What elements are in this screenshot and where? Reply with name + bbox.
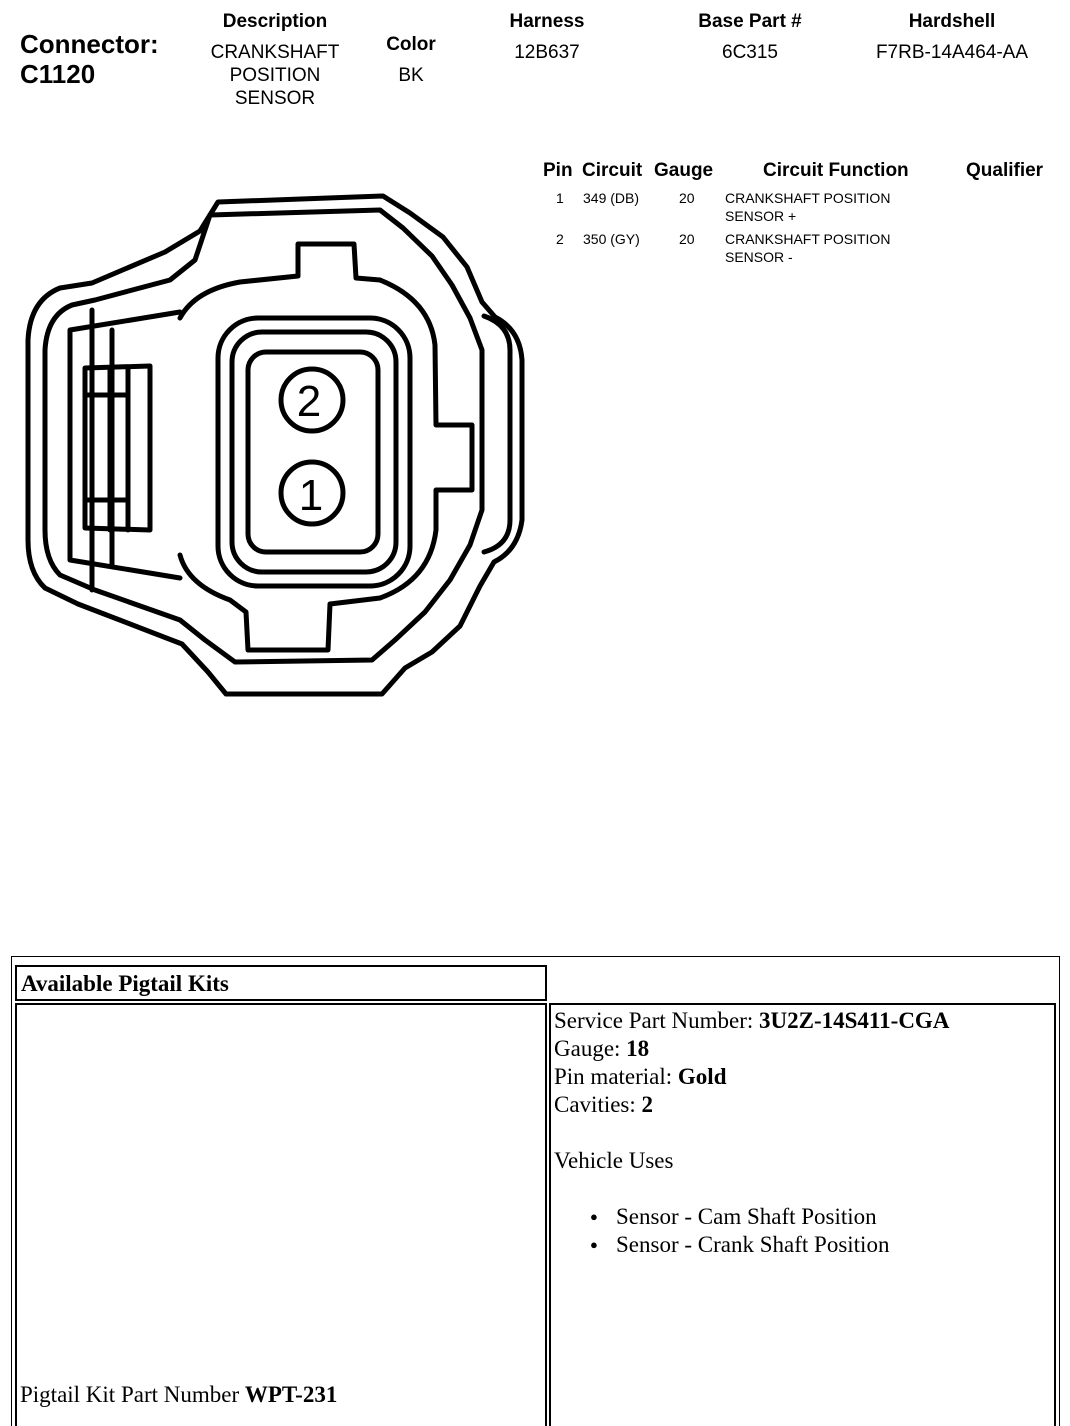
circuit-header: Circuit [582, 160, 643, 181]
cavities-label: Cavities: [554, 1092, 642, 1117]
circuit-function-header: Circuit Function [763, 160, 909, 181]
vehicle-uses-list [554, 1203, 1054, 1259]
service-part-label: Service Part Number: [554, 1008, 760, 1033]
description-value [175, 41, 375, 110]
hardshell-header: Hardshell [908, 11, 996, 32]
color-value: BK [398, 65, 424, 86]
gauge-header: Gauge [654, 160, 714, 181]
pin-2-label: 2 [296, 377, 322, 426]
description-line: CRANKSHAFT [210, 42, 340, 63]
list-item: ● Sensor - Cam Shaft Position [554, 1203, 1054, 1231]
color-header: Color [386, 34, 436, 55]
connector-id: C1120 [20, 59, 96, 89]
service-part-value: 3U2Z-14S411-CGA [759, 1008, 950, 1033]
outer-housing [28, 196, 522, 694]
pin-1-label: 1 [298, 471, 324, 520]
row-2-function-line: SENSOR - [725, 249, 793, 265]
connector-label-text: Connector: [20, 29, 159, 59]
pin-material-label: Pin material: [554, 1064, 678, 1089]
qualifier-header: Qualifier [966, 160, 1044, 181]
row-1-pin: 1 [556, 190, 564, 206]
pin-header: Pin [543, 160, 573, 181]
gauge [554, 1035, 1054, 1063]
connector-label [20, 29, 159, 89]
row-1-function-line: SENSOR + [725, 208, 797, 224]
row-1-circuit: 349 (DB) [583, 190, 640, 206]
harness-header: Harness [509, 11, 585, 32]
pin-material [554, 1063, 1054, 1091]
list-item: ● Sensor - Crank Shaft Position [554, 1231, 1054, 1259]
vehicle-uses-label: Vehicle Uses [554, 1148, 674, 1173]
right-latch [484, 316, 510, 552]
service-part-number [554, 1007, 1054, 1035]
pigtail-title: Available Pigtail Kits [21, 971, 229, 996]
row-1-function [725, 189, 890, 225]
lock-bars [85, 366, 150, 530]
inner-shroud [180, 244, 472, 650]
pigtail-details-cell [549, 1003, 1056, 1426]
pigtail-image-cell [15, 1003, 547, 1426]
kit-part-value: WPT-231 [244, 1382, 338, 1407]
description-line: SENSOR [234, 88, 316, 109]
pigtail-title-cell [15, 965, 547, 1001]
cavities [554, 1091, 1054, 1119]
hardshell-value: F7RB-14A464-AA [875, 42, 1029, 63]
row-1-gauge: 20 [679, 190, 695, 206]
pin-material-value: Gold [677, 1064, 727, 1089]
description-line: POSITION [229, 65, 321, 86]
row-2-pin: 2 [556, 231, 564, 247]
base-part-value: 6C315 [722, 42, 778, 63]
row-2-circuit: 350 (GY) [583, 231, 640, 247]
row-2-function-line: CRANKSHAFT POSITION [725, 231, 891, 247]
gauge-label: Gauge: [554, 1036, 627, 1061]
gauge-value: 18 [626, 1036, 650, 1061]
description-header: Description [222, 11, 328, 32]
row-2-function [725, 230, 890, 266]
connector-face-diagram [0, 180, 540, 720]
pigtail-kit-part [20, 1381, 337, 1409]
row-2-gauge: 20 [679, 231, 695, 247]
base-part-header: Base Part # [698, 11, 802, 32]
cavities-value: 2 [641, 1092, 654, 1117]
harness-value: 12B637 [514, 42, 580, 63]
row-1-function-line: CRANKSHAFT POSITION [725, 190, 891, 206]
kit-part-label: Pigtail Kit Part Number [20, 1382, 245, 1407]
